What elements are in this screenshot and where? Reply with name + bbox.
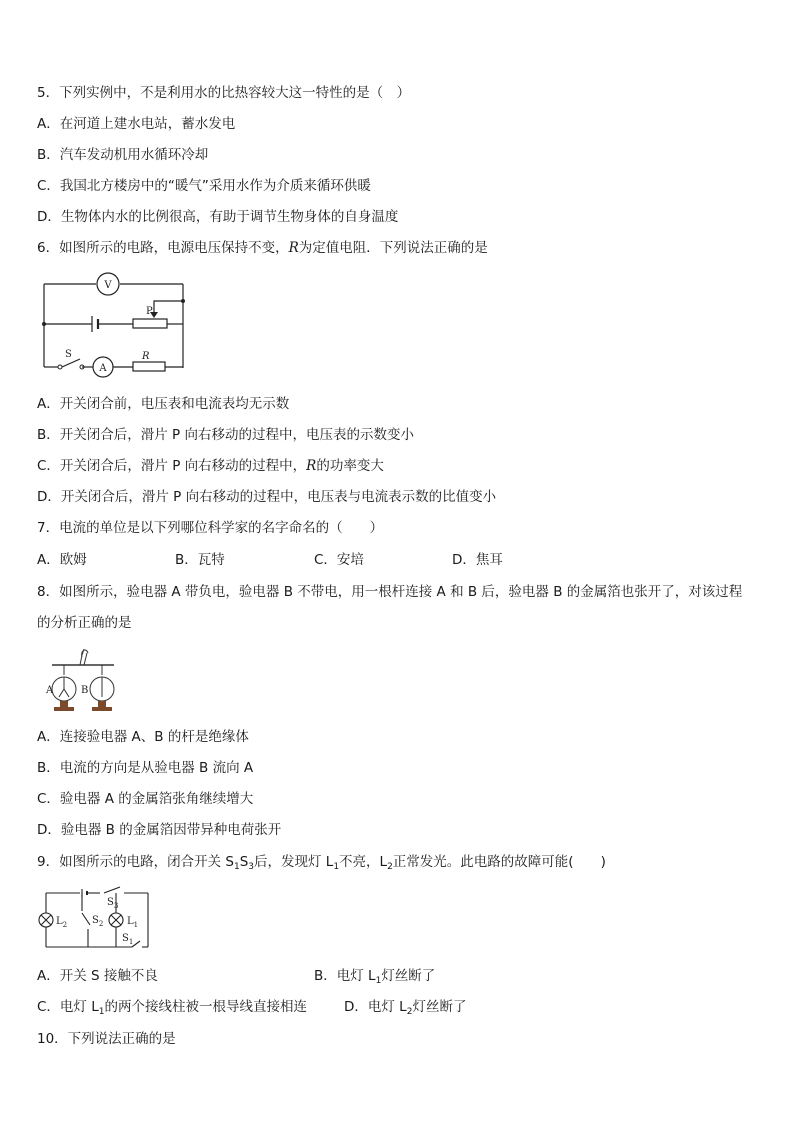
q8-option-a: A．连接验电器 A、B 的杆是绝缘体 [37, 729, 249, 745]
q6-stem-pre: 6．如图所示的电路，电源电压保持不变， [37, 240, 289, 256]
q9-option-b [314, 967, 435, 990]
voltmeter-label: V [104, 280, 112, 291]
q5-option-b: B．汽车发动机用水循环冷却 [37, 147, 209, 163]
q9-stem-part: S [239, 854, 249, 870]
electroscope-b-label: B [81, 685, 89, 696]
q9-options-row2 [37, 998, 737, 1016]
q5-option-d: D．生物体内水的比例很高，有助于调节生物身体的自身温度 [37, 209, 399, 225]
q9-option-d [344, 998, 466, 1021]
q9-l1-label: $L_1$ [127, 916, 139, 929]
q9-circuit-diagram [36, 883, 154, 953]
switch-label: S [65, 349, 72, 360]
q6-option-a: A．开关闭合前，电压表和电流表均无示数 [37, 396, 290, 412]
q6-option-b: B．开关闭合后，滑片 P 向右移动的过程中，电压表的示数变小 [37, 427, 414, 443]
ammeter-label: A [99, 363, 107, 374]
q9-option-b-sub: 1 [375, 976, 382, 986]
q9-stem-part: 正常发光。此电路的故障可能( ) [392, 854, 606, 870]
q8-option-c: C．验电器 A 的金属箔张角继续增大 [37, 791, 254, 807]
q7-stem: 7．电流的单位是以下列哪位科学家的名字命名的（ ） [37, 520, 384, 536]
electroscope-a-label: A [46, 685, 54, 696]
q6-option-c [37, 457, 384, 475]
q7-option-b: B．瓦特 [175, 552, 225, 568]
q6-option-c-pre: C．开关闭合后，滑片 P 向右移动的过程中， [37, 458, 307, 474]
q9-stem-part: 不亮，L [339, 854, 388, 870]
q9-option-b-pre: B．电灯 L [314, 968, 376, 984]
q9-stem-sub: 2 [387, 862, 393, 872]
q8-option-b: B．电流的方向是从验电器 B 流向 A [37, 760, 254, 776]
q7-option-a: A．欧姆 [37, 552, 87, 568]
q9-option-b-post: 灯丝断了 [381, 968, 436, 984]
q8-stem-line2: 的分析正确的是 [37, 615, 132, 631]
q6-stem-post: 为定值电阻．下列说法正确的是 [298, 240, 488, 256]
q5-stem: 5．下列实例中，不是利用水的比热容较大这一特性的是（ ） [37, 85, 411, 101]
q6-option-c-var: R [306, 458, 317, 474]
q8-stem-line1: 8．如图所示，验电器 A 带负电，验电器 B 不带电，用一根杆连接 A 和 B 后，验电器 B 的金属箔也张开了，对该过程 [37, 584, 743, 600]
q9-stem-sub: 1 [333, 862, 340, 872]
q9-s2-label: $S_2$ [92, 915, 104, 928]
q6-option-c-post: 的功率变大 [316, 458, 384, 474]
q9-option-c [37, 998, 307, 1021]
q7-options [37, 551, 737, 569]
q9-option-a: A．开关 S 接触不良 [37, 968, 158, 984]
q9-l2-label: $L_2$ [56, 916, 68, 929]
q10-stem: 10．下列说法正确的是 [37, 1031, 176, 1047]
q8-option-d: D．验电器 B 的金属箔因带异种电荷张开 [37, 822, 282, 838]
q9-stem-sub: 3 [248, 862, 254, 872]
q6-stem-var: R [288, 240, 299, 256]
q9-option-c-post: 的两个接线柱被一根导线直接相连 [104, 999, 307, 1015]
q5-option-c: C．我国北方楼房中的“暖气”采用水作为介质来循环供暖 [37, 178, 371, 194]
q8-electroscope-figure [44, 645, 124, 713]
q9-option-d-sub: 2 [406, 1007, 413, 1017]
q7-option-c: C．安培 [314, 552, 364, 568]
slider-label: P [146, 306, 153, 317]
q9-options-row1 [37, 967, 737, 985]
q9-s1-label: $S_1$ [122, 933, 134, 946]
resistor-label: R [142, 351, 150, 362]
q9-stem-part: 9．如图所示的电路，闭合开关 S [37, 854, 234, 870]
q9-option-d-post: 灯丝断了 [412, 999, 467, 1015]
q6-stem [37, 239, 488, 257]
q9-stem-part: 后，发现灯 L [254, 854, 334, 870]
q9-option-c-sub: 1 [98, 1007, 105, 1017]
q9-stem [37, 853, 606, 876]
q6-circuit-diagram [40, 270, 190, 380]
q7-option-d: D．焦耳 [452, 552, 503, 568]
q9-stem-sub: 1 [233, 862, 240, 872]
q9-s3-label: $S_3$ [107, 897, 119, 910]
q9-option-c-pre: C．电灯 L [37, 999, 99, 1015]
q6-option-d: D．开关闭合后，滑片 P 向右移动的过程中，电压表与电流表示数的比值变小 [37, 489, 497, 505]
q5-option-a: A．在河道上建水电站，蓄水发电 [37, 116, 236, 132]
q9-option-d-pre: D．电灯 L [344, 999, 407, 1015]
